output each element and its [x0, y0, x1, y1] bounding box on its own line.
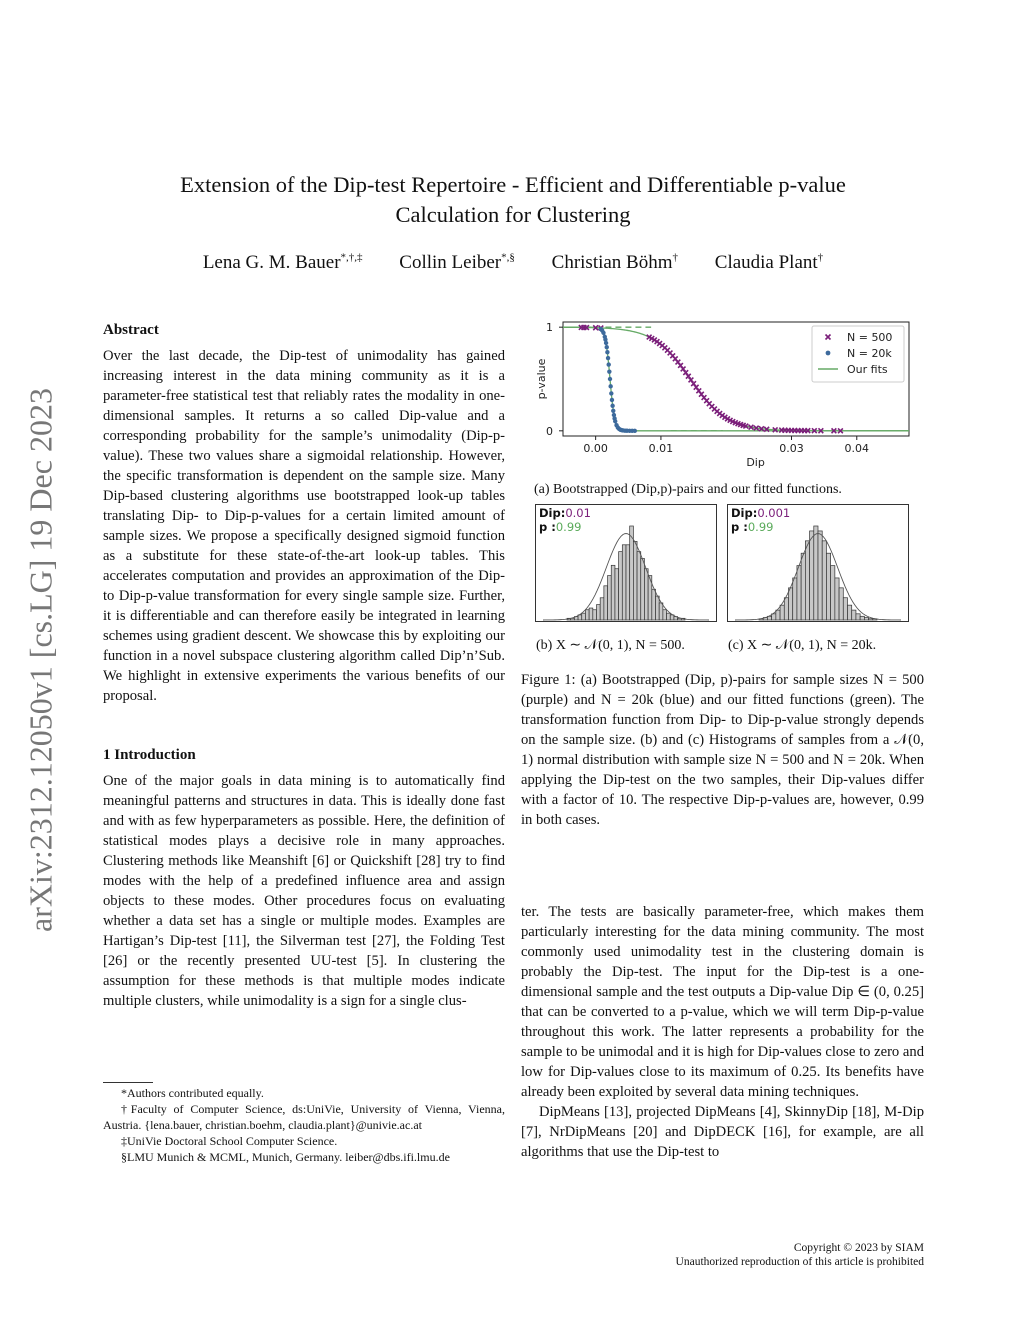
histogram-b [535, 504, 717, 622]
footnote: §LMU Munich & MCML, Munich, Germany. leiber@dbs.ifi.lmu.de [121, 1150, 450, 1164]
histogram-bar [784, 598, 788, 620]
histogram-bar [622, 545, 626, 620]
histogram-bar [656, 596, 660, 620]
paper-title [110, 170, 916, 230]
histogram-bar [600, 598, 604, 620]
histogram-bar [860, 616, 864, 620]
abstract-text: Over the last decade, the Dip-test of unimodality has gained increasing interest in the data mining community as it is a parameter-free statistical test that reliably rates the modality in one-dimensional samples. It returns a so called Dip-value and a corresponding probability for the sample’s unimodality (Dip-p-value). These two values share a sigmoidal relationship. However, the specific transformation is dependent on the sample size. Many Dip-based clustering algorithms use bootstrapped look-up tables translating Dip- to Dip-p-values for a certain limited amount of sample sizes. We propose a specifically designed sigmoid function as a substitute for these state-of-the-art look-up tables. This accelerates computation and provides an approximation of the Dip- to Dip-p-value transformation for every single sample size. Further, it is differentiable and can therefore easily be integrated in learning schemes using gradient descent. We showcase this by exploiting our function in a novel subspace clustering algorithm called Dip’n’Sub. We highlight in extensive experiments the various benefits of our proposal. [103, 348, 505, 704]
abstract-heading: Abstract [103, 322, 159, 338]
author: Collin Leiber*,§ [399, 252, 515, 274]
data-point-n20k [610, 404, 614, 408]
author: Christian Böhm† [551, 252, 679, 274]
histogram-bar [615, 569, 619, 620]
histogram-bar [835, 578, 839, 620]
data-point-n20k [610, 398, 614, 402]
histogram-bar [667, 613, 671, 620]
introduction-text-left: One of the major goals in data mining is to automatically find meaningful patterns and structures in data. This is ideally done fast and with as few hyperparameters as possible. Here, the definition of statistical modes plays a decisive role in many approaches. Clustering methods like Meanshift [6] or Quickshift [28] try to find modes with the help of a predefined influence area and assign objects to these modes. Other procedures focus on evaluating whether a data set has a single or multiple modes. Examples are Hartigan’s Dip-test [11], the Silverman test [27], the Folding Test [26] or the recently presented UU-test [5]. In clustering the assumption for these methods is that multiple modes indicate multiple clusters, while unimodality is a sign for a single clus- [103, 773, 505, 1009]
histogram-bar [630, 526, 634, 620]
author: Claudia Plant† [714, 252, 824, 274]
dip-readout: Dip:0.01 [539, 506, 591, 520]
data-point-n20k [605, 350, 609, 354]
legend-label: Our fits [847, 363, 888, 376]
histogram-bar [644, 569, 648, 620]
histogram-bar [593, 610, 597, 620]
author: Lena G. M. Bauer*,†,‡ [202, 252, 363, 274]
y-tick-label: 0 [546, 424, 553, 438]
histogram-bar [801, 553, 805, 620]
caption-c: (c) X ∼ 𝒩(0, 1), N = 20k. [728, 638, 877, 653]
footnote: *Authors contributed equally. [121, 1086, 264, 1100]
introduction-heading: 1 Introduction [103, 747, 196, 763]
histogram-bar [776, 610, 780, 620]
histogram-bar [633, 541, 637, 620]
footnote-rule [103, 1082, 153, 1083]
histogram-bar [589, 608, 593, 620]
histogram-bar [818, 531, 822, 620]
histogram-bar [582, 613, 586, 620]
figure-caption: Figure 1: (a) Bootstrapped (Dip, p)-pairs for sample sizes N = 500 (purple) and N = 20k (blue) and our fitted functions (green). The transformation function from Dip- to Dip-p-value strongly depends on the sample size. (b) and (c) Histograms of samples from a 𝒩(0, 1) normal distribution with sample size N = 500 and N = 20k. When applying the Dip-test on the two samples, their Dip-values differ with a factor of 10. The respective Dip-p-values are, however, 0.99 in both cases. [521, 672, 924, 828]
histogram-bar [848, 605, 852, 620]
histogram-bar [637, 552, 641, 620]
histogram-bar [780, 605, 784, 620]
data-point-n20k [608, 384, 612, 388]
histogram-bar [663, 610, 667, 620]
histogram-bar [864, 618, 868, 620]
x-axis-label: Dip [746, 456, 765, 469]
histogram-bar [772, 614, 776, 620]
data-point-n20k [633, 429, 637, 433]
p-readout: p :0.99 [731, 520, 774, 534]
data-point-n20k [609, 391, 613, 395]
histogram-bar [652, 589, 656, 620]
x-tick-label: 0.00 [583, 442, 608, 455]
legend-marker-n20k [826, 351, 831, 356]
data-point-n20k [613, 419, 617, 423]
data-point-n20k [606, 356, 610, 360]
histogram-bar [805, 541, 809, 620]
data-point-n20k [606, 362, 610, 366]
x-tick-label: 0.01 [648, 442, 674, 455]
introduction-section [103, 745, 505, 1011]
histogram-bar [839, 588, 843, 620]
introduction-text-right-2: DipMeans [13], projected DipMeans [4], SkinnyDip [18], M-Dip [7], NrDipMeans [20] and DipDECK [16], for example, are all algorithms that use the Dip-test to [521, 1104, 924, 1160]
histogram-bar [843, 598, 847, 620]
introduction-continued [521, 902, 924, 1162]
title-line-1: Extension of the Dip-test Repertoire - Efficient and Differentiable p-value [180, 172, 846, 197]
legend-label: N = 20k [847, 347, 892, 360]
histogram-bar [597, 605, 601, 620]
caption-b: (b) X ∼ 𝒩(0, 1), N = 500. [536, 638, 685, 653]
y-axis-label: p-value [535, 358, 548, 400]
footnote: †Faculty of Computer Science, ds:UniVie, University of Vienna, Vienna, Austria. {lena.bauer, christian.boehm, claudia.plant}@univie.ac.at [103, 1102, 505, 1132]
copyright-notice: Copyright © 2023 by SIAM Unauthorized reproduction of this article is prohibited [675, 1242, 924, 1268]
histogram-bar [810, 531, 814, 620]
histogram-bar [797, 566, 801, 620]
histogram-bar [793, 578, 797, 620]
dip-pvalue-chart [520, 318, 920, 473]
author-list [110, 252, 916, 274]
histogram-bar [789, 588, 793, 620]
abstract-section [103, 320, 505, 706]
histogram-bar [852, 610, 856, 620]
histogram-bar [831, 566, 835, 620]
dip-readout: Dip:0.001 [731, 506, 791, 520]
data-point-n20k [601, 331, 605, 335]
histogram-bar [626, 545, 630, 620]
histogram-bar [856, 614, 860, 620]
x-tick-label: 0.03 [779, 442, 804, 455]
histogram-c [727, 504, 909, 622]
histogram-bar [659, 603, 663, 620]
histogram-bar [619, 552, 623, 620]
data-point-n20k [605, 345, 609, 349]
y-tick-label: 1 [546, 321, 553, 335]
histogram-bar [604, 586, 608, 620]
data-point-n20k [611, 409, 615, 413]
histogram-bar [826, 553, 830, 620]
x-tick-label: 0.04 [844, 442, 870, 455]
histogram-bar [585, 610, 589, 620]
title-line-2: Calculation for Clustering [395, 202, 631, 227]
data-point-n20k [608, 377, 612, 381]
histogram-bar [611, 565, 615, 620]
histogram-bar [641, 558, 645, 620]
p-readout: p :0.99 [539, 520, 582, 534]
legend [812, 326, 904, 382]
histogram-bar [822, 541, 826, 620]
caption-a: (a) Bootstrapped (Dip,p)-pairs and our fitted functions. [534, 482, 842, 497]
data-point-n20k [604, 341, 608, 345]
histogram-bar [869, 619, 873, 620]
arxiv-stamp: arXiv:2312.12050v1 [cs.LG] 19 Dec 2023 [22, 388, 59, 932]
data-point-n20k [607, 369, 611, 373]
histogram-bar [608, 576, 612, 620]
introduction-text-right: ter. The tests are basically parameter-free, which makes them particularly interesting for the data mining community. The most commonly used unimodality test in the clustering domain is probably the Dip-test. The input for the Dip-test is a one-dimensional sample and the test outputs a Dip-value Dip ∈ (0, 0.25] that can be converted to a p-value, which we will term Dip-p-value throughout this work. The latter represents a probability for the sample to be unimodal and it is high for Dip-values close to zero and low for Dip-values close to its maximum of 0.25. Its benefits have already been exploited by several data mining techniques. [521, 904, 924, 1100]
footnotes [103, 1085, 505, 1165]
legend-label: N = 500 [847, 331, 893, 344]
histogram-bar [814, 526, 818, 620]
footnote: ‡UniVie Doctoral School Computer Science. [121, 1134, 338, 1148]
